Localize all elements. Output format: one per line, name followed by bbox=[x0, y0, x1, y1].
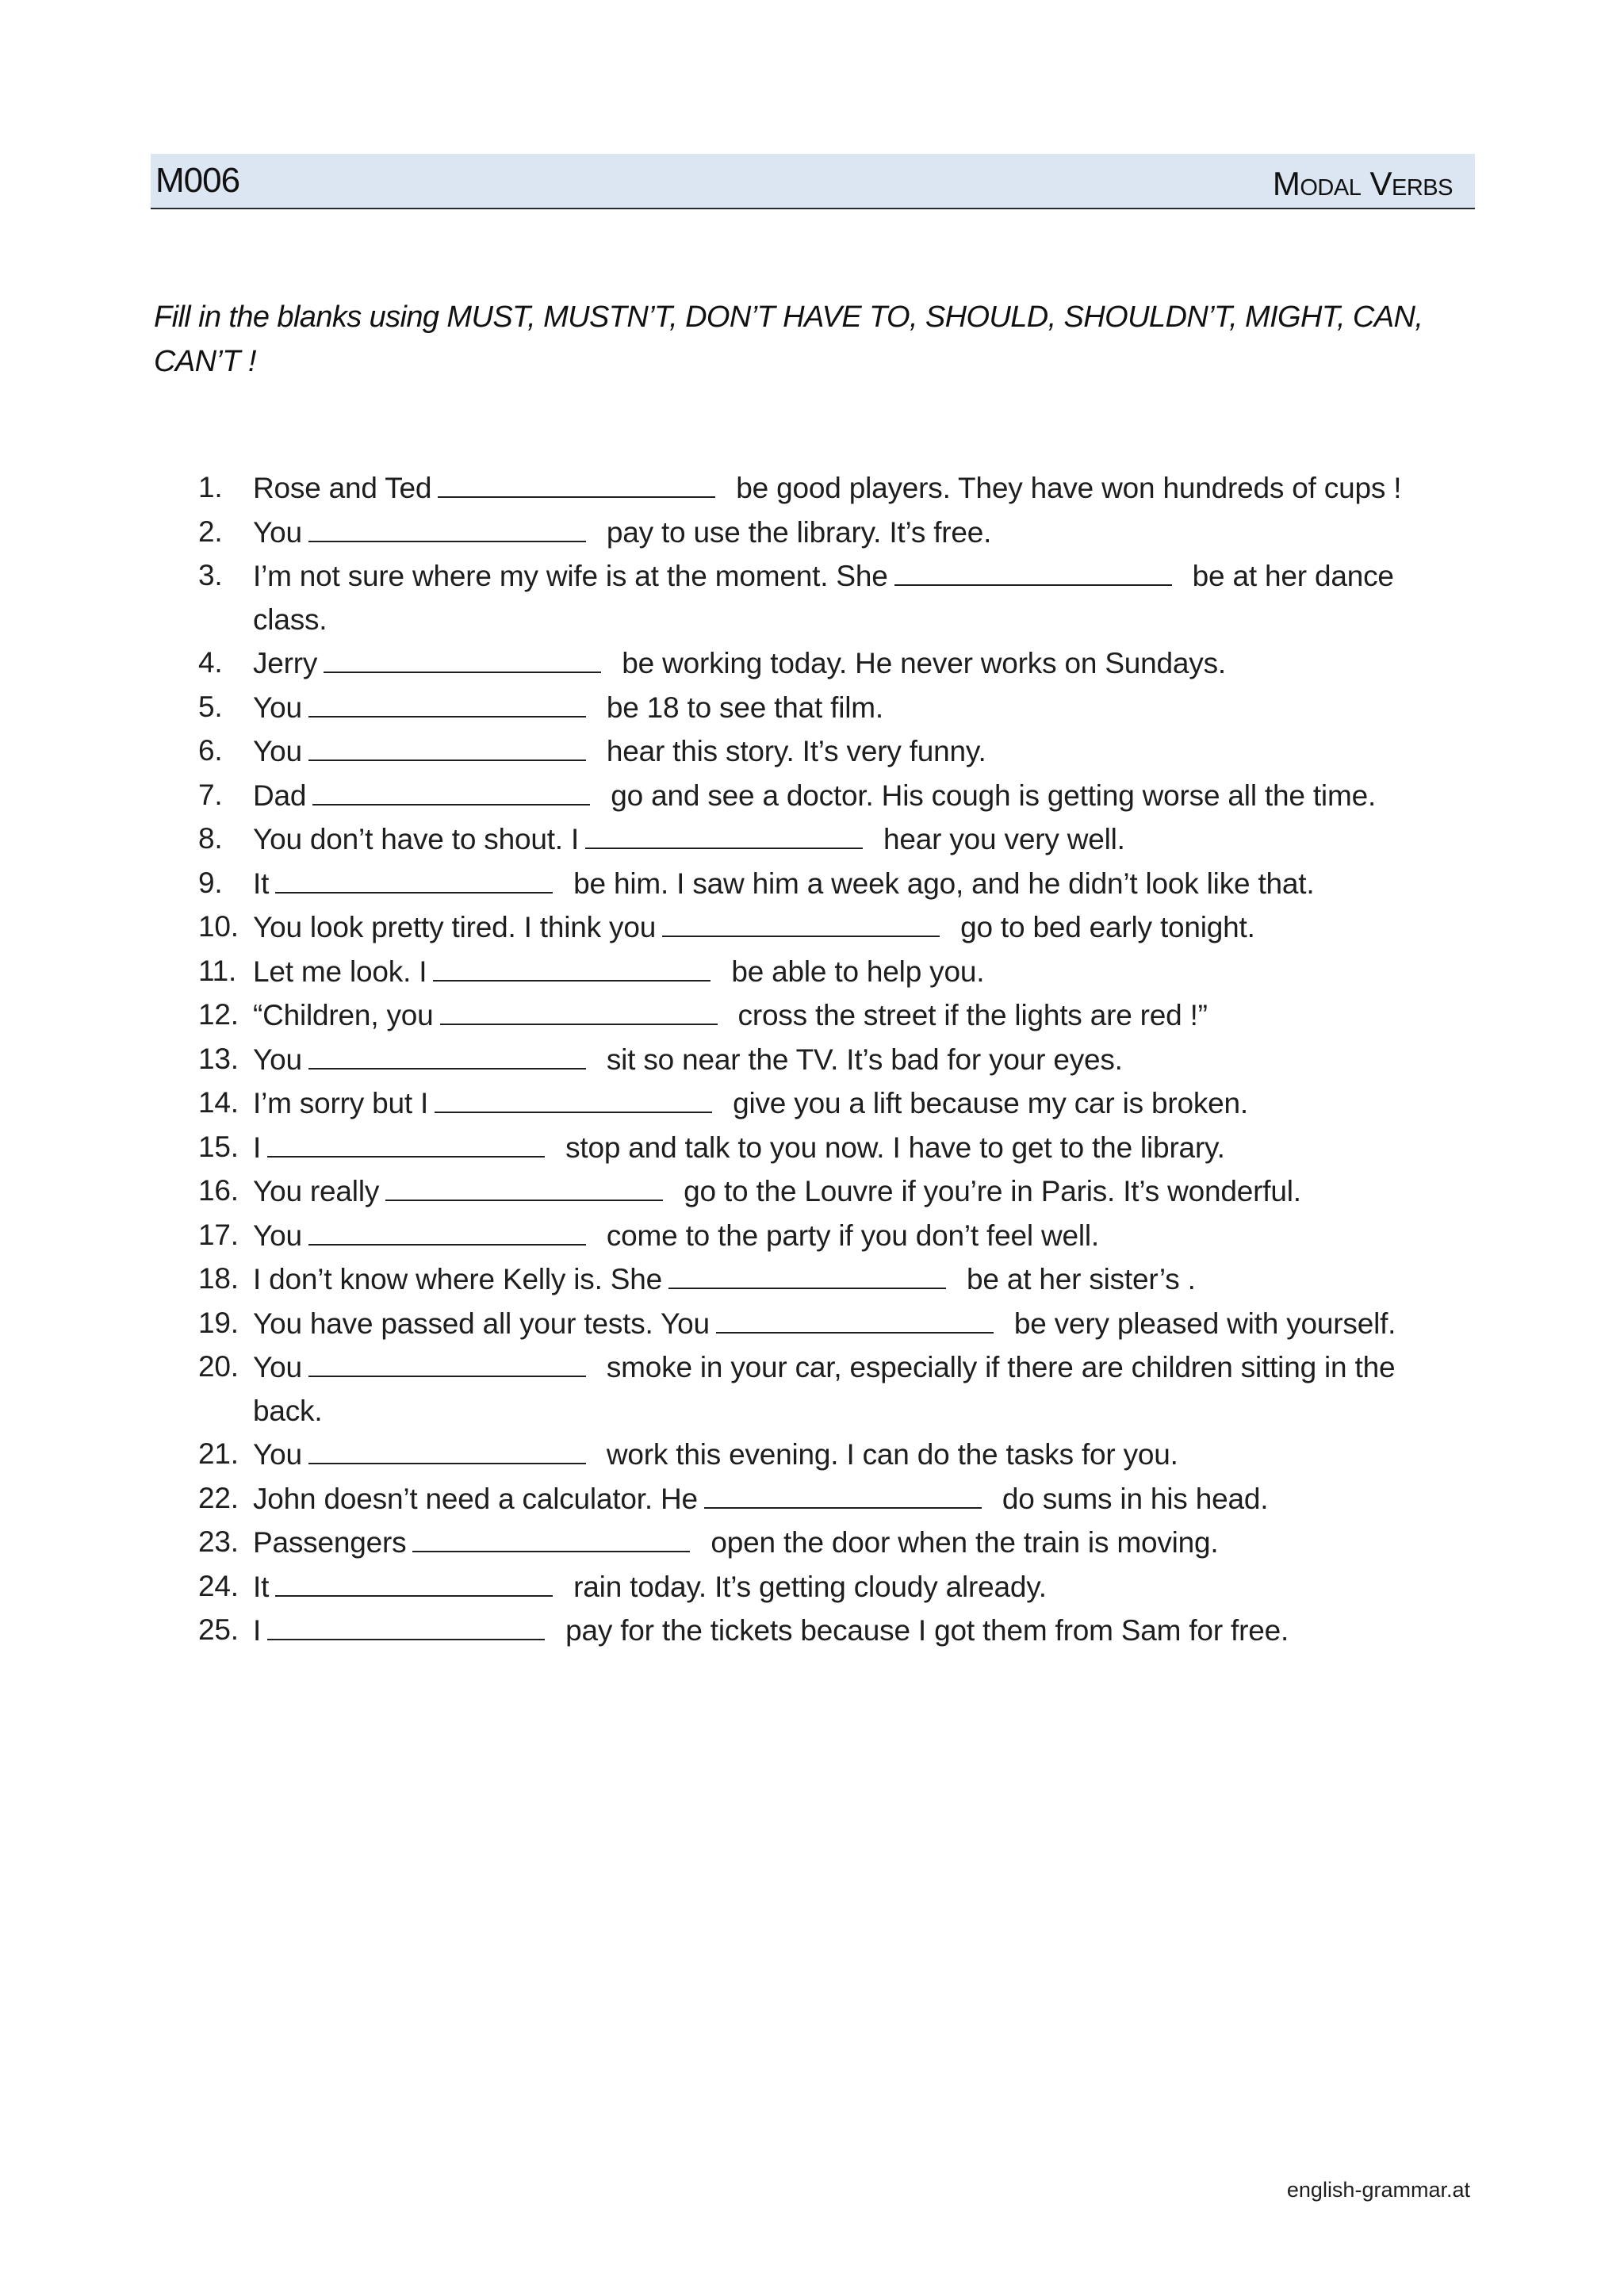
exercise-text-before: It bbox=[253, 867, 270, 900]
exercise-number: 3. bbox=[198, 559, 223, 591]
exercise-text-before: “Children, you bbox=[253, 999, 434, 1031]
answer-blank[interactable] bbox=[308, 1214, 586, 1246]
exercise-number: 20. bbox=[198, 1350, 239, 1383]
exercise-text-before: Rose and Ted bbox=[253, 472, 432, 504]
exercise-number: 19. bbox=[198, 1306, 239, 1339]
exercise-text-after: come to the party if you don’t feel well. bbox=[606, 1219, 1099, 1252]
exercise-text-before: It bbox=[253, 1570, 270, 1603]
exercise-item bbox=[198, 1609, 1467, 1653]
exercise-item bbox=[198, 1081, 1467, 1126]
exercise-item bbox=[198, 1214, 1467, 1258]
exercise-number: 9. bbox=[198, 866, 223, 899]
exercise-item bbox=[198, 686, 1467, 730]
exercise-item bbox=[198, 1169, 1467, 1214]
exercise-text-after: go and see a doctor. His cough is getting worse all the time. bbox=[611, 779, 1377, 812]
exercise-text-after: go to the Louvre if you’re in Paris. It’s wonderful. bbox=[684, 1175, 1301, 1207]
exercise-item bbox=[198, 1302, 1467, 1346]
exercise-text-after: smoke in your car, especially if there are children sitting in the back. bbox=[253, 1351, 1396, 1427]
answer-blank[interactable] bbox=[267, 1609, 545, 1640]
exercise-item bbox=[198, 817, 1467, 862]
exercise-text-after: open the door when the train is moving. bbox=[710, 1526, 1219, 1559]
answer-blank[interactable] bbox=[308, 1433, 586, 1464]
worksheet-topic: Modal Verbs bbox=[1272, 165, 1453, 202]
exercise-text-after: rain today. It’s getting cloudy already. bbox=[573, 1570, 1047, 1603]
exercise-text-before: You bbox=[253, 691, 302, 724]
exercise-item bbox=[198, 1126, 1467, 1170]
exercise-text-after: hear this story. It’s very funny. bbox=[606, 735, 986, 767]
exercise-item bbox=[198, 511, 1467, 555]
answer-blank[interactable] bbox=[308, 729, 586, 761]
exercise-number: 24. bbox=[198, 1569, 239, 1602]
answer-blank[interactable] bbox=[668, 1257, 946, 1289]
exercise-number: 15. bbox=[198, 1130, 239, 1163]
exercise-text-before: I bbox=[253, 1614, 262, 1647]
exercise-text-after: do sums in his head. bbox=[1002, 1482, 1269, 1515]
answer-blank[interactable] bbox=[438, 466, 715, 498]
footer-source: english-grammar.at bbox=[1286, 2178, 1470, 2202]
exercise-item bbox=[198, 729, 1467, 774]
worksheet-header bbox=[151, 154, 1475, 209]
exercise-text-before: Jerry bbox=[253, 647, 318, 679]
exercise-text-before: You have passed all your tests. You bbox=[253, 1307, 710, 1340]
exercise-text-after: be at her dance class. bbox=[253, 560, 1394, 636]
exercise-number: 2. bbox=[198, 515, 223, 548]
exercise-number: 22. bbox=[198, 1481, 239, 1514]
exercise-text-after: be very pleased with yourself. bbox=[1013, 1307, 1396, 1340]
exercise-text-before: I bbox=[253, 1131, 262, 1164]
exercise-item bbox=[198, 905, 1467, 950]
exercise-text-after: be able to help you. bbox=[731, 955, 985, 988]
exercise-list bbox=[198, 466, 1467, 1653]
exercise-text-before: You bbox=[253, 515, 302, 549]
exercise-text-before: Let me look. I bbox=[253, 955, 427, 988]
answer-blank[interactable] bbox=[385, 1169, 663, 1201]
answer-blank[interactable] bbox=[324, 641, 601, 673]
exercise-item bbox=[198, 993, 1467, 1038]
exercise-item bbox=[198, 466, 1467, 511]
answer-blank[interactable] bbox=[585, 817, 863, 849]
exercise-text-before: Passengers bbox=[253, 1526, 407, 1559]
answer-blank[interactable] bbox=[435, 1081, 712, 1113]
exercise-number: 1. bbox=[198, 471, 223, 503]
answer-blank[interactable] bbox=[894, 554, 1172, 586]
exercise-number: 5. bbox=[198, 690, 223, 723]
exercise-text-after: be good players. They have won hundreds of cups ! bbox=[736, 472, 1402, 504]
exercise-text-before: I’m sorry but I bbox=[253, 1087, 429, 1119]
exercise-text-after: be at her sister’s . bbox=[966, 1263, 1196, 1295]
exercise-item bbox=[198, 554, 1467, 641]
exercise-text-after: cross the street if the lights are red !” bbox=[737, 999, 1208, 1031]
exercise-text-after: pay to use the library. It’s free. bbox=[606, 515, 992, 549]
exercise-item bbox=[198, 1433, 1467, 1477]
worksheet-code: M006 bbox=[155, 161, 240, 200]
exercise-text-before: You bbox=[253, 1351, 302, 1383]
answer-blank[interactable] bbox=[308, 686, 586, 718]
answer-blank[interactable] bbox=[308, 511, 586, 542]
answer-blank[interactable] bbox=[704, 1477, 982, 1509]
exercise-number: 13. bbox=[198, 1042, 239, 1075]
exercise-number: 25. bbox=[198, 1613, 239, 1646]
exercise-item bbox=[198, 950, 1467, 994]
answer-blank[interactable] bbox=[440, 993, 718, 1025]
exercise-text-after: stop and talk to you now. I have to get to the library. bbox=[565, 1131, 1225, 1164]
exercise-number: 11. bbox=[198, 954, 237, 987]
exercise-number: 18. bbox=[198, 1262, 239, 1295]
answer-blank[interactable] bbox=[662, 905, 940, 937]
exercise-text-after: be working today. He never works on Sundays. bbox=[622, 647, 1226, 679]
instruction-text: Fill in the blanks using MUST, MUSTN’T, DON’T HAVE TO, SHOULD, SHOULDN’T, MIGHT, CAN, CAN’T ! bbox=[154, 300, 1423, 378]
exercise-text-before: You look pretty tired. I think you bbox=[253, 911, 657, 943]
answer-blank[interactable] bbox=[433, 950, 710, 982]
answer-blank[interactable] bbox=[312, 774, 590, 806]
exercise-number: 14. bbox=[198, 1086, 239, 1119]
exercise-number: 10. bbox=[198, 910, 239, 943]
exercise-number: 8. bbox=[198, 822, 223, 855]
exercise-item bbox=[198, 1257, 1467, 1302]
exercise-text-before: I’m not sure where my wife is at the moment. She bbox=[253, 560, 888, 592]
exercise-number: 21. bbox=[198, 1437, 239, 1470]
exercise-text-before: You bbox=[253, 1438, 302, 1471]
exercise-text-after: sit so near the TV. It’s bad for your eyes. bbox=[606, 1043, 1123, 1076]
exercise-text-after: work this evening. I can do the tasks for you. bbox=[606, 1438, 1178, 1471]
exercise-text-before: You bbox=[253, 735, 302, 767]
exercise-number: 7. bbox=[198, 778, 223, 811]
exercise-text-before: You don’t have to shout. I bbox=[253, 823, 580, 855]
exercise-number: 23. bbox=[198, 1525, 239, 1558]
exercise-item bbox=[198, 862, 1467, 906]
exercise-text-before: Dad bbox=[253, 779, 307, 812]
answer-blank[interactable] bbox=[716, 1302, 994, 1334]
exercise-item bbox=[198, 1521, 1467, 1565]
exercise-text-after: go to bed early tonight. bbox=[960, 911, 1255, 943]
exercise-number: 16. bbox=[198, 1174, 239, 1207]
answer-blank[interactable] bbox=[308, 1345, 586, 1377]
exercise-item bbox=[198, 641, 1467, 686]
exercise-text-after: give you a lift because my car is broken. bbox=[733, 1087, 1248, 1119]
answer-blank[interactable] bbox=[308, 1038, 586, 1070]
exercise-text-before: You bbox=[253, 1219, 302, 1252]
exercise-text-after: pay for the tickets because I got them from Sam for free. bbox=[565, 1614, 1289, 1647]
exercise-text-after: hear you very well. bbox=[883, 823, 1125, 855]
exercise-item bbox=[198, 1565, 1467, 1609]
exercise-number: 4. bbox=[198, 646, 223, 679]
answer-blank[interactable] bbox=[275, 1565, 553, 1597]
answer-blank[interactable] bbox=[267, 1126, 545, 1158]
exercise-number: 12. bbox=[198, 998, 239, 1031]
answer-blank[interactable] bbox=[412, 1521, 690, 1552]
exercise-item bbox=[198, 774, 1467, 818]
exercise-item bbox=[198, 1477, 1467, 1521]
exercise-text-after: be him. I saw him a week ago, and he didn’t look like that. bbox=[573, 867, 1315, 900]
exercise-item bbox=[198, 1038, 1467, 1082]
exercise-text-before: I don’t know where Kelly is. She bbox=[253, 1263, 662, 1295]
exercise-number: 6. bbox=[198, 734, 223, 767]
exercise-number: 17. bbox=[198, 1218, 239, 1251]
exercise-text-before: You really bbox=[253, 1175, 380, 1207]
exercise-text-before: You bbox=[253, 1043, 302, 1076]
exercise-item bbox=[198, 1345, 1467, 1433]
exercise-text-after: be 18 to see that film. bbox=[606, 691, 884, 724]
answer-blank[interactable] bbox=[275, 862, 553, 894]
exercise-text-before: John doesn’t need a calculator. He bbox=[253, 1482, 698, 1515]
